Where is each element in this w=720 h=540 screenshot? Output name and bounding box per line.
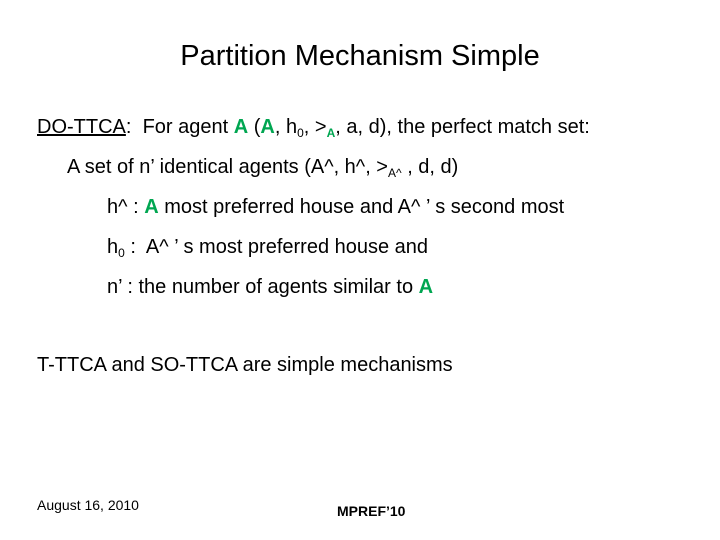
paren-open: ( bbox=[248, 116, 261, 138]
identical-agents-line bbox=[67, 154, 458, 180]
identical-agents-text: A set of n’ identical agents (A^, h^, > bbox=[67, 156, 388, 178]
footer-date: August 16, 2010 bbox=[37, 497, 139, 513]
h-text: , h bbox=[274, 116, 298, 138]
footer-conference: MPREF’10 bbox=[337, 503, 406, 519]
h0-label: h bbox=[107, 236, 119, 258]
h-hat-label: h^ : bbox=[107, 196, 145, 218]
definition-text: For agent bbox=[131, 116, 234, 138]
n-prime-line bbox=[107, 274, 433, 300]
slide-title: Partition Mechanism Simple bbox=[180, 40, 540, 72]
h-hat-line bbox=[107, 194, 564, 220]
h0-text: : A^ ’ s most preferred house and bbox=[124, 236, 429, 258]
pref-subscript: A bbox=[326, 126, 336, 140]
n-prime-text: n’ : the number of agents similar to bbox=[107, 276, 419, 298]
h0-subscript: 0 bbox=[118, 246, 125, 260]
agent-a: A bbox=[233, 116, 249, 138]
n-prime-agent: A bbox=[418, 276, 434, 298]
conclusion-line: T-TTCA and SO-TTCA are simple mechanisms bbox=[37, 354, 453, 376]
pref-symbol: , > bbox=[303, 116, 327, 138]
h0-line bbox=[107, 234, 428, 260]
identical-agents-subscript: A^ bbox=[388, 166, 402, 180]
h-subscript: 0 bbox=[297, 126, 304, 140]
h-hat-agent: A bbox=[144, 196, 159, 218]
agent-a-tuple: A bbox=[260, 116, 275, 138]
definition-line bbox=[37, 114, 590, 140]
term-colon: : bbox=[125, 116, 132, 138]
identical-agents-rest: , d, d) bbox=[401, 156, 459, 178]
h-hat-text: most preferred house and A^ ’ s second most bbox=[158, 196, 565, 218]
definition-rest: , a, d), the perfect match set: bbox=[335, 116, 590, 138]
term-do-ttca: DO-TTCA bbox=[37, 116, 126, 138]
